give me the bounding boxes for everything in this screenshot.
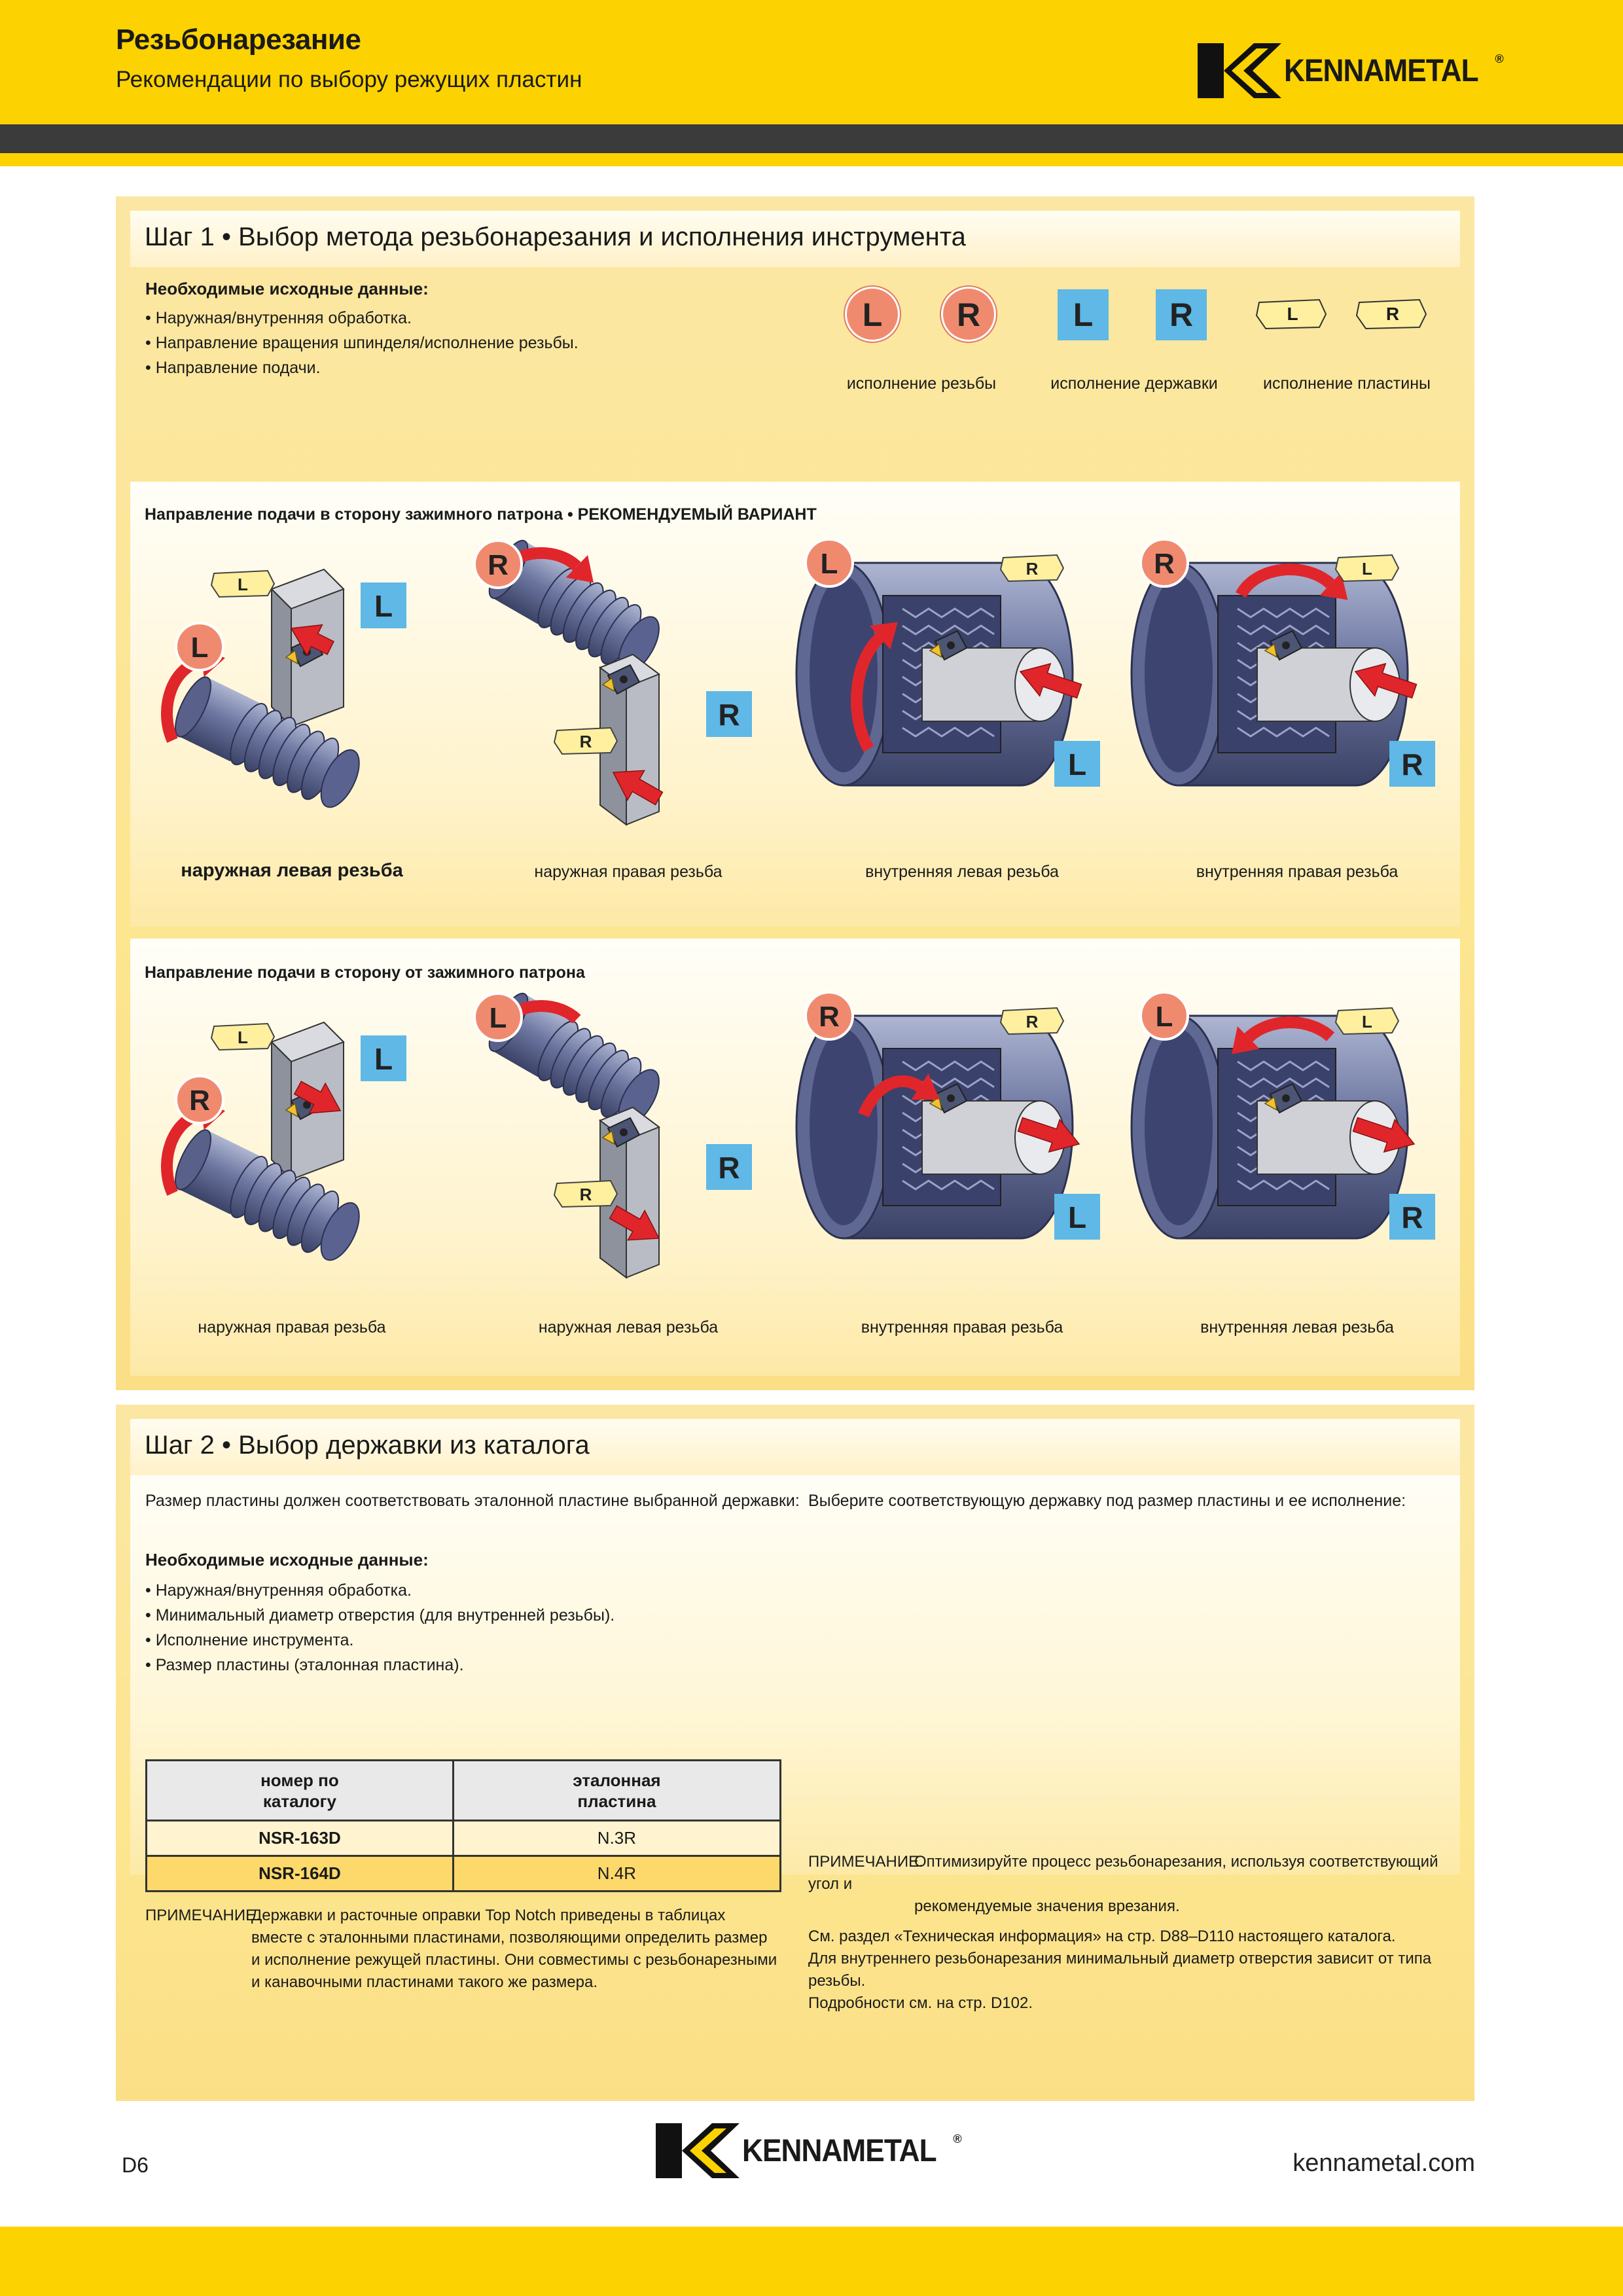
illustration-1-2 bbox=[469, 537, 783, 825]
svg-text:R: R bbox=[1026, 559, 1039, 579]
svg-text:L: L bbox=[820, 548, 838, 580]
note-line: и канавочными пластинами такого же размера. bbox=[251, 1973, 597, 1991]
note-line: вместе с эталонными пластинами, позволяющими определить размер bbox=[251, 1929, 768, 1946]
table-cell-insert: N.4R bbox=[453, 1856, 780, 1892]
svg-text:R: R bbox=[579, 1185, 592, 1204]
svg-text:R: R bbox=[488, 549, 508, 581]
info-line: Для внутреннего резьбонарезания минимальный диаметр отверстия зависит от типа резьбы. bbox=[808, 1950, 1432, 1990]
insert-badge-label: R bbox=[1385, 304, 1400, 324]
thread-badge-R: R bbox=[941, 287, 996, 342]
step2-required-label: Необходимые исходные данные: bbox=[145, 1550, 429, 1570]
thread-hand-badge bbox=[176, 1076, 223, 1123]
insert-hand-badge bbox=[1001, 555, 1063, 581]
brand-registered-mark: ® bbox=[1495, 52, 1504, 65]
illustration-1-3 bbox=[804, 537, 1118, 825]
header-yellow-band bbox=[0, 153, 1623, 166]
step1-title: Шаг 1 • Выбор метода резьбонарезания и исполнения инструмента bbox=[145, 223, 966, 251]
step1-bullet: • Направление вращения шпинделя/исполнение резьбы. bbox=[145, 334, 579, 352]
insert-hand-badge bbox=[554, 1181, 617, 1207]
svg-text:R: R bbox=[718, 1151, 740, 1185]
row2-heading: Направление подачи в сторону от зажимного патрона bbox=[145, 963, 585, 982]
thread-hand-badge bbox=[1141, 539, 1188, 586]
svg-text:L: L bbox=[1362, 559, 1372, 579]
illustration-2-3 bbox=[804, 990, 1118, 1278]
note-label: ПРИМЕЧАНИЕ. bbox=[808, 1853, 923, 1871]
note-line: Державки и расточные оправки Top Notch приведены в таблицах bbox=[251, 1907, 726, 1924]
note-line: и исполнение режущей пластины. Они совместимы с резьбонарезными bbox=[251, 1951, 777, 1969]
brand-name: KENNAMETAL bbox=[1284, 53, 1478, 88]
note-label: ПРИМЕЧАНИЕ. bbox=[145, 1907, 260, 1924]
svg-text:L: L bbox=[1067, 747, 1087, 781]
insert-hand-badge bbox=[1336, 555, 1399, 581]
step2-right-intro: Выберите соответствующую державку под размер пластины и ее исполнение: bbox=[808, 1492, 1406, 1510]
thread-hand-badge bbox=[474, 994, 522, 1041]
page-number: D6 bbox=[122, 2153, 149, 2177]
thread-hand-badge bbox=[1141, 992, 1188, 1039]
row2-caption-1: наружная правая резьба bbox=[198, 1318, 386, 1336]
svg-text:R: R bbox=[1401, 1200, 1423, 1234]
thread-hand-badge bbox=[176, 623, 223, 670]
row1-caption-2: наружная правая резьба bbox=[534, 863, 722, 881]
page-title: Резьбонарезание bbox=[116, 24, 361, 56]
insert-hand-badge bbox=[1001, 1008, 1063, 1034]
holder-hand-badge bbox=[1389, 1194, 1435, 1240]
illustration-2-4 bbox=[1139, 990, 1454, 1278]
step1-header bbox=[130, 211, 1460, 267]
insert-hand-badge bbox=[211, 1024, 274, 1050]
holder-insert-table bbox=[145, 1759, 781, 1892]
note-line: рекомендуемые значения врезания. bbox=[914, 1897, 1180, 1915]
info-line: См. раздел «Техническая информация» на стр. D88–D110 настоящего каталога. bbox=[808, 1928, 1396, 1945]
svg-text:R: R bbox=[1026, 1012, 1039, 1031]
row1-caption-3: внутренняя левая резьба bbox=[865, 863, 1059, 881]
holder-hand-badge bbox=[1054, 741, 1100, 787]
table-row bbox=[147, 1821, 781, 1856]
step2-required-block bbox=[145, 1550, 615, 1677]
insert-badge-L bbox=[1257, 298, 1329, 330]
row2-caption-2: наружная левая резьба bbox=[538, 1318, 719, 1336]
step1-required-label: Необходимые исходные данные: bbox=[145, 279, 429, 298]
svg-text:R: R bbox=[189, 1085, 210, 1117]
kennametal-logo-mark-icon bbox=[1198, 43, 1281, 98]
insert-hand-badge bbox=[554, 728, 617, 754]
holder-badge-L: L bbox=[1058, 289, 1109, 340]
table-cell-catalog: NSR-164D bbox=[147, 1856, 454, 1892]
website-url[interactable]: kennametal.com bbox=[1293, 2149, 1475, 2177]
svg-text:L: L bbox=[190, 632, 209, 664]
step2-left-intro: Размер пластины должен соответствовать эталонной пластине выбранной державки: bbox=[145, 1492, 800, 1510]
holder-hand-badge bbox=[706, 1144, 752, 1190]
holder-hand-badge bbox=[1054, 1194, 1100, 1240]
svg-text:L: L bbox=[489, 1002, 507, 1034]
svg-text:R: R bbox=[579, 732, 592, 751]
thread-hand-badge bbox=[806, 539, 853, 586]
header-dark-band bbox=[0, 124, 1623, 153]
svg-text:R: R bbox=[718, 698, 740, 732]
insert-badge-R bbox=[1357, 298, 1429, 330]
row2-caption-4: внутренняя левая резьба bbox=[1200, 1318, 1394, 1336]
svg-text:L: L bbox=[238, 1028, 248, 1047]
table-cell-catalog: NSR-163D bbox=[147, 1821, 454, 1856]
svg-text:L: L bbox=[238, 575, 248, 594]
brand-name: KENNAMETAL bbox=[742, 2133, 936, 2168]
illustration-2-1 bbox=[134, 990, 448, 1278]
brand-registered-mark: ® bbox=[953, 2132, 962, 2145]
svg-text:R: R bbox=[1401, 747, 1423, 781]
holder-badge-R: R bbox=[1156, 289, 1207, 340]
svg-text:R: R bbox=[1154, 548, 1175, 580]
thread-hand-badge bbox=[806, 992, 853, 1039]
step1-bullet: • Наружная/внутренняя обработка. bbox=[145, 309, 412, 327]
table-row bbox=[147, 1856, 781, 1892]
legend-thread-caption: исполнение резьбы bbox=[846, 374, 997, 393]
step2-title: Шаг 2 • Выбор державки из каталога bbox=[145, 1431, 590, 1460]
illustration-1-4 bbox=[1139, 537, 1454, 825]
illustration-2-2 bbox=[469, 990, 783, 1278]
step2-bullet: • Исполнение инструмента. bbox=[145, 1631, 354, 1649]
step2-right-note bbox=[808, 1851, 1463, 2015]
step2-bullet: • Наружная/внутренняя обработка. bbox=[145, 1581, 412, 1600]
step1-bullet: • Направление подачи. bbox=[145, 359, 321, 377]
row1-caption-1: наружная левая резьба bbox=[181, 860, 403, 881]
insert-hand-badge bbox=[1336, 1008, 1399, 1034]
step2-bullet: • Размер пластины (эталонная пластина). bbox=[145, 1656, 464, 1674]
step2-header bbox=[130, 1419, 1460, 1475]
svg-text:R: R bbox=[819, 1001, 840, 1033]
holder-hand-badge bbox=[1389, 741, 1435, 787]
legend-insert-caption: исполнение пластины bbox=[1263, 374, 1431, 393]
svg-text:L: L bbox=[1155, 1001, 1173, 1033]
insert-hand-badge bbox=[211, 571, 274, 597]
row2-caption-3: внутренняя правая резьба bbox=[861, 1318, 1063, 1336]
footer-kennametal-logo bbox=[656, 2123, 962, 2178]
insert-badge-label: L bbox=[1287, 304, 1298, 324]
row1-heading: Направление подачи в сторону зажимного патрона • РЕКОМЕНДУЕМЫЙ ВАРИАНТ bbox=[145, 505, 817, 524]
svg-text:L: L bbox=[374, 1042, 393, 1076]
row1-caption-4: внутренняя правая резьба bbox=[1196, 863, 1399, 881]
table-header-catalog: номер по каталогу bbox=[147, 1761, 454, 1821]
holder-hand-badge bbox=[361, 583, 406, 628]
holder-hand-badge bbox=[361, 1035, 406, 1081]
table-cell-insert: N.3R bbox=[453, 1821, 780, 1856]
step2-bullet: • Минимальный диаметр отверстия (для внутренней резьбы). bbox=[145, 1606, 615, 1624]
page-header bbox=[0, 0, 1623, 124]
table-header-insert: эталонная пластина bbox=[453, 1761, 780, 1821]
note-line: Оптимизируйте процесс резьбонарезания, используя соответствующий угол и bbox=[808, 1853, 1438, 1893]
svg-text:L: L bbox=[1362, 1012, 1372, 1031]
svg-text:L: L bbox=[374, 589, 393, 623]
footer-yellow-band bbox=[0, 2227, 1623, 2296]
step1-required-block bbox=[145, 279, 579, 380]
info-line: Подробности см. на стр. D102. bbox=[808, 1994, 1033, 2012]
holder-hand-badge bbox=[706, 691, 752, 737]
thread-hand-badge bbox=[474, 541, 522, 588]
legend-holder-caption: исполнение державки bbox=[1050, 374, 1218, 393]
kennametal-logo bbox=[1198, 43, 1504, 98]
illustration-1-1 bbox=[134, 537, 448, 825]
kennametal-logo-mark-icon bbox=[656, 2123, 740, 2178]
svg-text:L: L bbox=[1067, 1200, 1087, 1234]
page-subtitle: Рекомендации по выбору режущих пластин bbox=[116, 67, 582, 92]
thread-badge-L: L bbox=[845, 287, 900, 342]
step2-left-note bbox=[145, 1905, 800, 1994]
